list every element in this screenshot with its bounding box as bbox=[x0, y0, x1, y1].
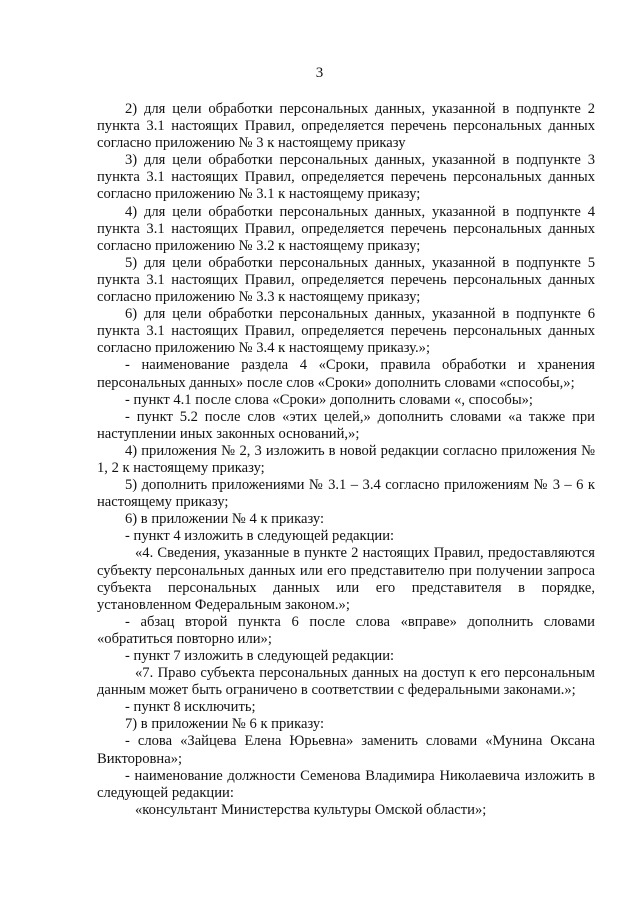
paragraph: - пункт 4.1 после слова «Сроки» дополнить словами «, способы»; bbox=[125, 391, 533, 408]
paragraph: - наименование раздела 4 «Сроки, правила обработки и хранения персональных данных» после слов «Сроки» дополнить словами «способы,»; bbox=[97, 357, 595, 391]
paragraph: 4) для цели обработки персональных данных, указанной в подпункте 4 пункта 3.1 настоящих Правил, определяется перечень персональных данных согласно приложению № 3.2 к настоящему приказу; bbox=[97, 203, 595, 254]
paragraph: - абзац второй пункта 6 после слова «вправе» дополнить словами «обратиться повторно или»; bbox=[97, 613, 595, 647]
paragraph: - пункт 5.2 после слов «этих целей,» дополнить словами «а также при наступлении иных законных оснований,»; bbox=[97, 408, 595, 442]
paragraph: «7. Право субъекта персональных данных на доступ к его персональным данным может быть ограничено в соответствии с федеральными законами.»; bbox=[97, 665, 595, 699]
paragraph: 3) для цели обработки персональных данных, указанной в подпункте 3 пункта 3.1 настоящих Правил, определяется перечень персональных данных согласно приложению № 3.1 к настоящему приказу; bbox=[97, 152, 595, 203]
paragraph: - пункт 4 изложить в следующей редакции: bbox=[125, 528, 395, 545]
paragraph: 7) в приложении № 6 к приказу: bbox=[125, 716, 325, 733]
paragraph: 6) в приложении № 4 к приказу: bbox=[125, 511, 325, 528]
paragraph: «консультант Министерства культуры Омской области»; bbox=[135, 801, 487, 818]
paragraph: - пункт 8 исключить; bbox=[125, 699, 256, 716]
paragraph: 5) для цели обработки персональных данных, указанной в подпункте 5 пункта 3.1 настоящих Правил, определяется перечень персональных данных согласно приложению № 3.3 к настоящему приказу; bbox=[97, 254, 595, 306]
paragraph: 6) для цели обработки персональных данных, указанной в подпункте 6 пункта 3.1 настоящих Правил, определяется перечень персональных данных согласно приложению № 3.4 к настоящему приказу.»; bbox=[97, 306, 595, 357]
paragraph: 4) приложения № 2, 3 изложить в новой редакции согласно приложения № 1, 2 к настоящему приказу; bbox=[97, 442, 595, 476]
page-number: 3 bbox=[315, 65, 324, 81]
paragraph: 2) для цели обработки персональных данных, указанной в подпункте 2 пункта 3.1 настоящих Правил, определяется перечень персональных данных согласно приложению № 3 к настоящему приказу bbox=[97, 101, 595, 152]
paragraph: - пункт 7 изложить в следующей редакции: bbox=[125, 648, 395, 664]
paragraph: «4. Сведения, указанные в пункте 2 настоящих Правил, предоставляются субъекту персональных данных или его представителю при получении запроса субъекта персональных данных или его представителя в порядке, установленном Федеральным законом.»; bbox=[97, 545, 595, 613]
paragraph: - слова «Зайцева Елена Юрьевна» заменить словами «Мунина Оксана Викторовна»; bbox=[97, 733, 595, 767]
paragraph: - наименование должности Семенова Владимира Николаевича изложить в следующей редакции: bbox=[97, 767, 595, 801]
document-body bbox=[97, 101, 595, 819]
paragraph: 5) дополнить приложениями № 3.1 – 3.4 согласно приложениям № 3 – 6 к настоящему приказу; bbox=[97, 477, 595, 511]
